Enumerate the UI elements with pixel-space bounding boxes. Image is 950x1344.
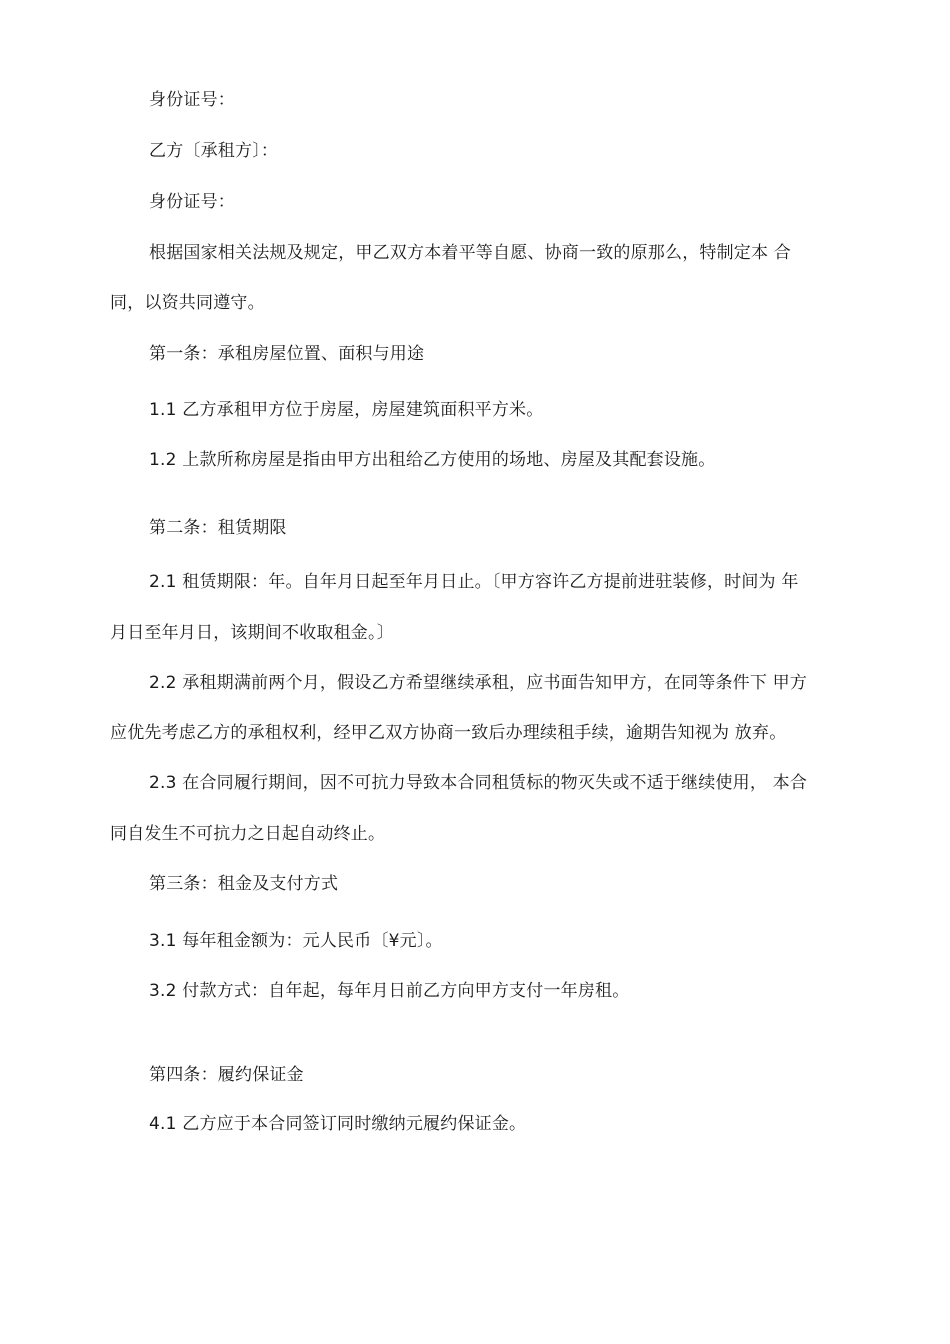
clause-2-2-line-1: 2.2 承租期满前两个月，假设乙方希望继续承租，应书面告知甲方，在同等条件下 甲方 [149,673,808,693]
clause-2-2-line-2: 应优先考虑乙方的承租权利，经甲乙双方协商一致后办理续租手续，逾期告知视为 放弃。 [110,723,787,743]
clause-1-1: 1.1 乙方承租甲方位于房屋，房屋建筑面积平方米。 [149,400,544,420]
id-number-label-party-a: 身份证号： [149,90,235,110]
clause-4-1: 4.1 乙方应于本合同签订同时缴纳元履约保证金。 [149,1114,527,1134]
article-2-heading: 第二条：租赁期限 [149,518,287,538]
clause-2-1-line-2: 月日至年月日，该期间不收取租金。〕 [110,623,394,643]
clause-1-2: 1.2 上款所称房屋是指由甲方出租给乙方使用的场地、房屋及其配套设施。 [149,450,716,470]
clause-2-3-line-1: 2.3 在合同履行期间，因不可抗力导致本合同租赁标的物灭失或不适于继续使用， 本合 [149,773,808,793]
article-3-heading: 第三条：租金及支付方式 [149,874,339,894]
clause-3-2: 3.2 付款方式：自年起，每年月日前乙方向甲方支付一年房租。 [149,981,630,1001]
party-b-label: 乙方〔承租方〕： [149,141,279,161]
clause-2-3-line-2: 同自发生不可抗力之日起自动终止。 [110,824,386,844]
preamble-line-1: 根据国家相关法规及规定，甲乙双方本着平等自愿、协商一致的原那么，特制定本 合 [149,243,792,263]
preamble-line-2: 同，以资共同遵守。 [110,293,265,313]
clause-2-1-line-1: 2.1 租赁期限：年。自年月日起至年月日止。〔甲方容许乙方提前进驻装修，时间为 年 [149,572,799,592]
id-number-label-party-b: 身份证号： [149,192,235,212]
article-1-heading: 第一条：承租房屋位置、面积与用途 [149,344,425,364]
clause-3-1: 3.1 每年租金额为：元人民币〔¥元〕。 [149,931,443,951]
article-4-heading: 第四条：履约保证金 [149,1065,304,1085]
